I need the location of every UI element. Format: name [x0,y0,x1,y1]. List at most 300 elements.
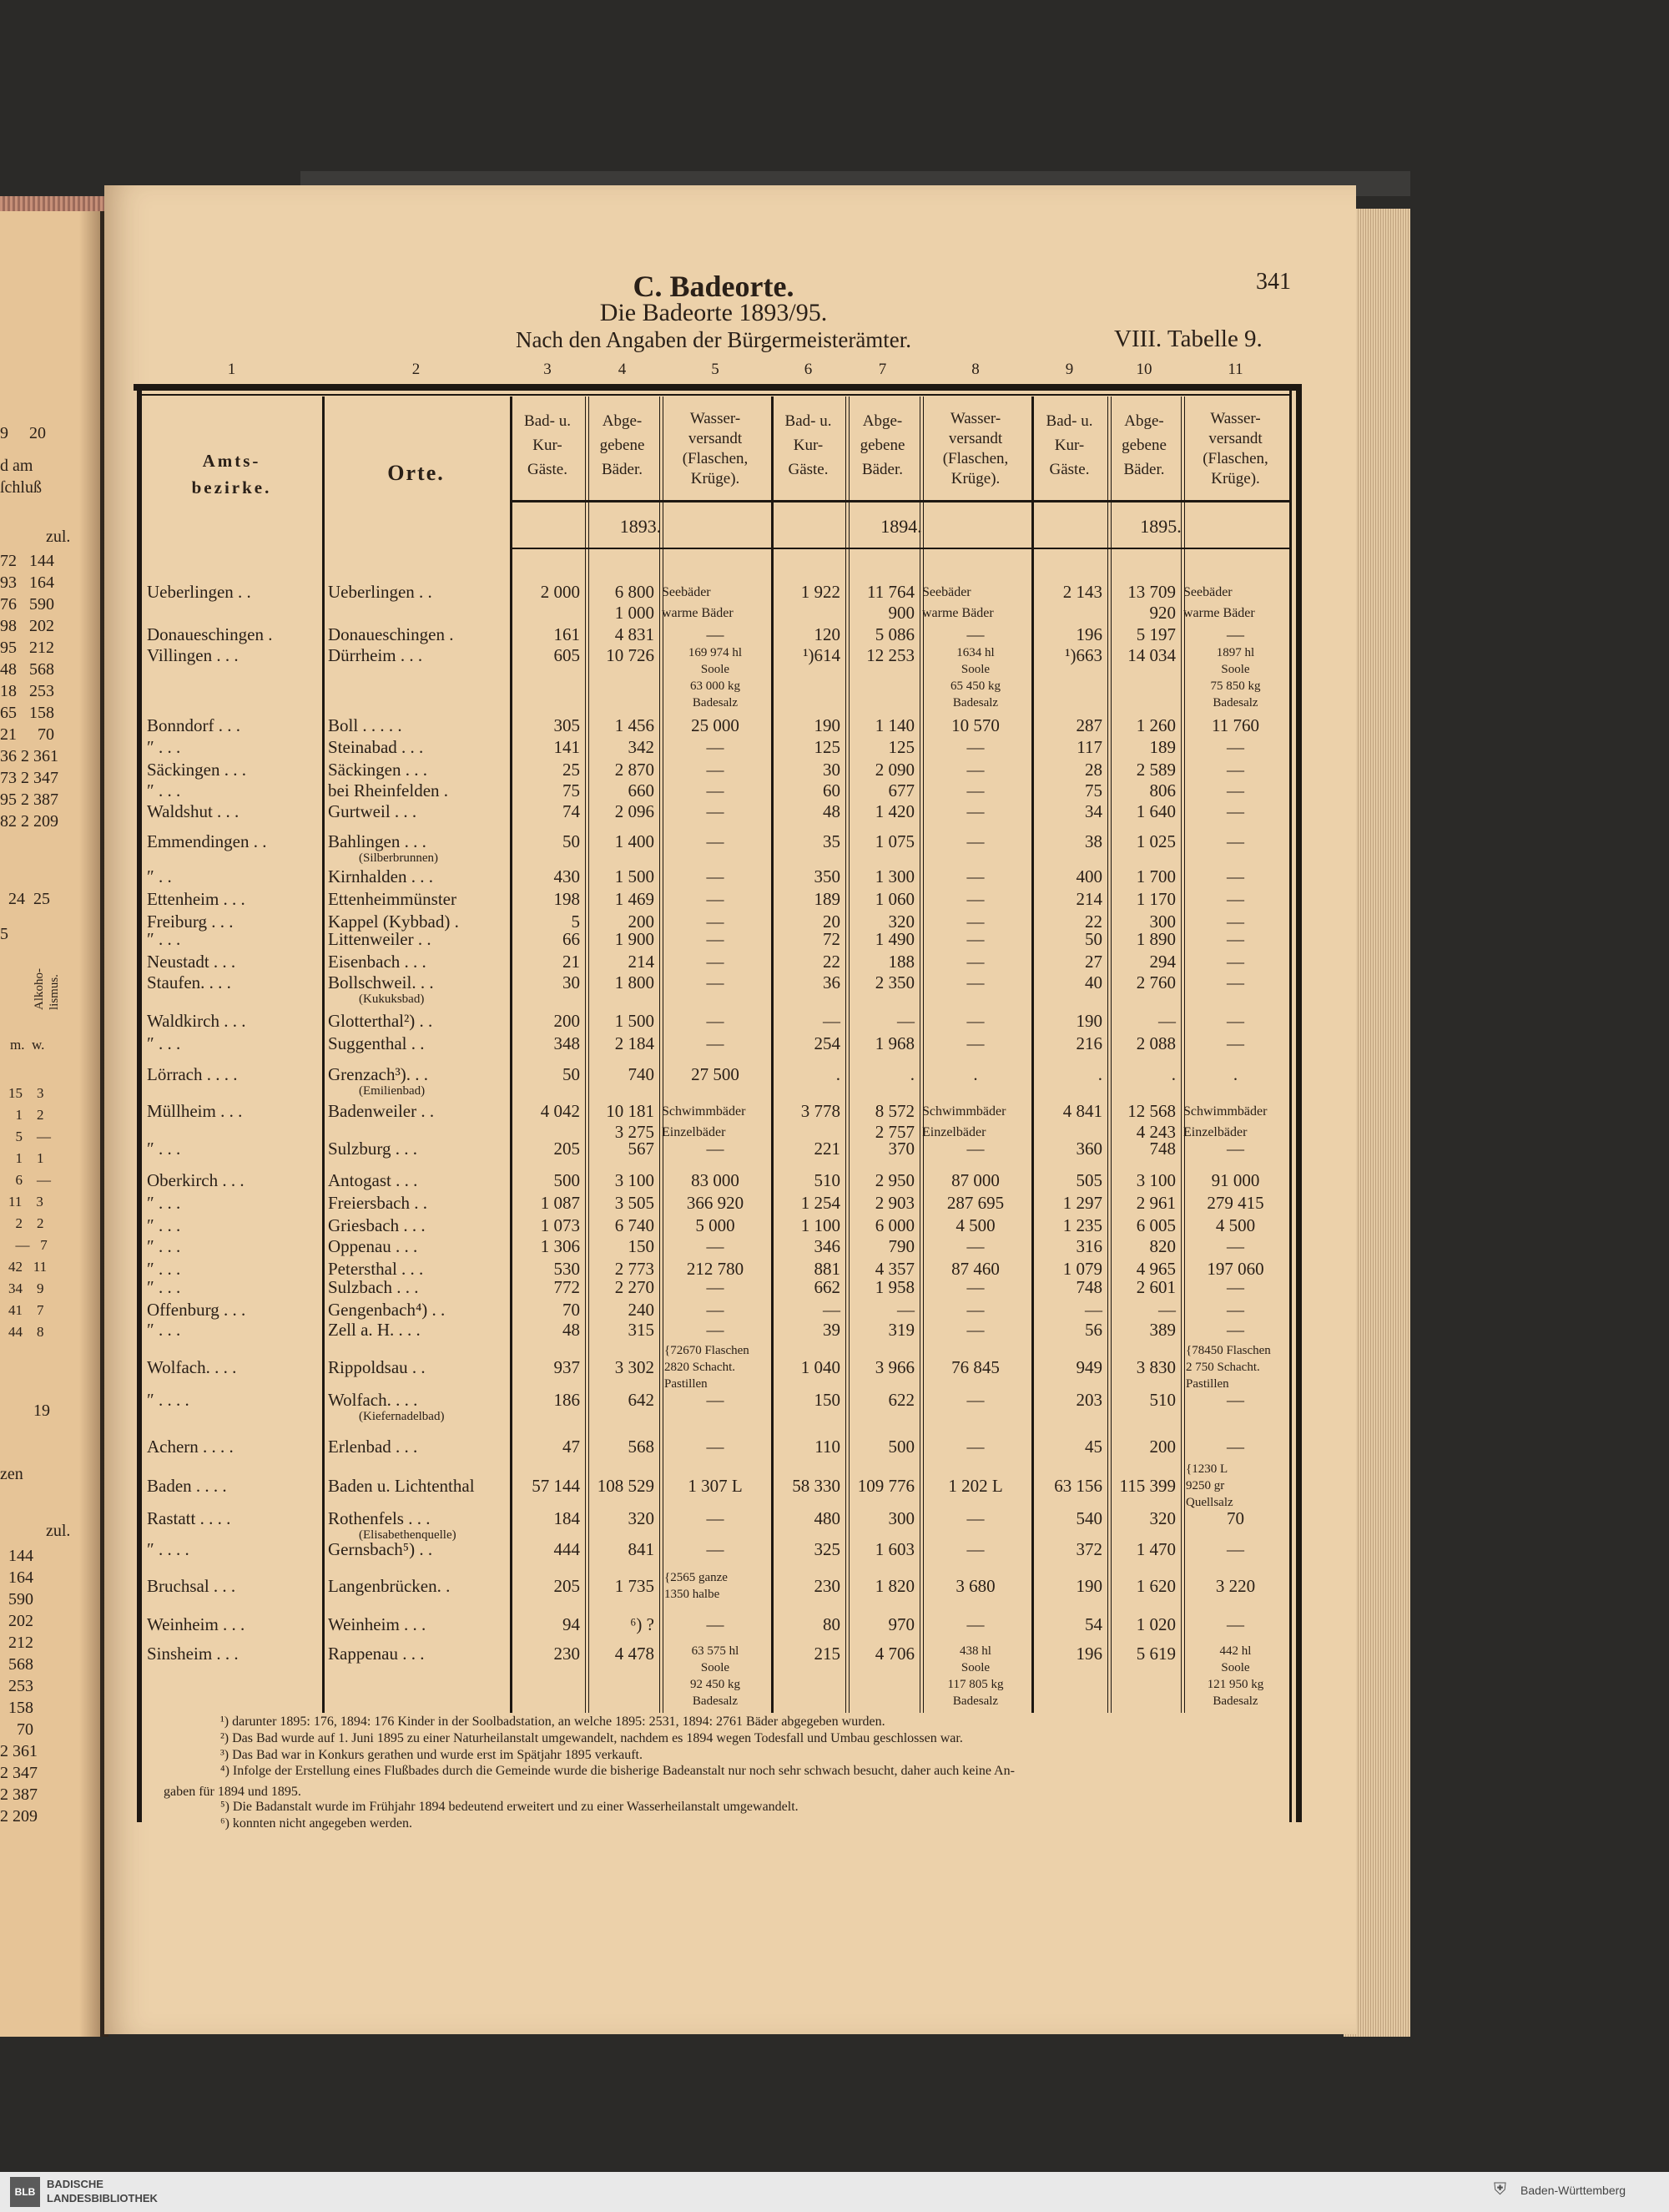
guests-value: ¹)663 [1065,645,1102,665]
guests-value: — [1085,1300,1102,1320]
baths-value: 5 619 [1136,1644,1176,1664]
page-number: 341 [1256,269,1291,295]
baths-value: 1 958 [875,1277,915,1297]
table-row [0,1614,1335,1635]
guests-value: 110 [814,1437,840,1457]
guests-value: 881 [814,1259,840,1279]
baths-value: 150 [628,1236,654,1256]
district-name: ″ . . . [147,1320,181,1340]
water-shipment-value: — [1227,737,1244,757]
water-shipment-value: — [706,952,724,972]
guests-value: 72 [823,929,840,949]
column-number: 11 [1228,361,1243,378]
baths-value: 740 [628,1064,654,1084]
water-shipment-value: . [1233,1064,1238,1084]
left-page-row: 73 2 347 [0,769,58,787]
district-name: Ettenheim . . . [147,889,245,909]
guests-value: 48 [562,1320,580,1340]
place-name: Kappel (Kybbad) . [328,912,459,932]
guests-value: 1 922 [800,582,840,602]
table-row [0,952,1335,972]
table-row [0,801,1335,822]
baths-value: 6 005 [1136,1215,1176,1235]
place-name: bei Rheinfelden . [328,780,449,800]
baths-value: 3 505 [614,1193,654,1213]
guests-value: 141 [553,737,580,757]
table-row [0,1437,1335,1457]
water-shipment-value: — [706,1300,724,1320]
baths-value: 2 950 [875,1170,915,1190]
water-shipment-value: — [966,1236,985,1256]
place-subtitle: (Kukuksbad) [359,992,425,1006]
water-shipment-value: — [966,831,985,851]
water-shipment-value: — [1227,1236,1244,1256]
baths-value: 1 500 [614,1011,654,1031]
left-head-c: zen [0,1465,23,1483]
baths-value: 622 [888,1390,915,1410]
guests-value: 3 778 [800,1101,840,1121]
district-name: Offenburg . . . [147,1300,246,1320]
table-row [0,1193,1335,1214]
district-name: Achern . . . . [147,1437,234,1457]
district-name: ″ . . . [147,1259,181,1279]
guests-value: 117 [1077,737,1102,757]
water-shipment-value: — [706,889,724,909]
left-page-row: 2 387 [0,1785,38,1804]
column-number: 8 [971,361,980,378]
footnote: ³) Das Bad war in Konkurs gerathen und wurde erst im Spätjahr 1895 verkauft. [220,1748,643,1762]
guests-value: 2 000 [540,582,580,602]
place-name: Boll . . . . . [328,715,402,735]
water-shipment-value: — [1227,952,1244,972]
water-shipment-value: — [1227,760,1244,780]
district-name: Waldshut . . . [147,801,240,821]
baths-value: 1 469 [614,889,654,909]
water-shipment-value: — [706,1277,724,1297]
water-shipment-value: — [1227,1614,1244,1634]
guests-value: 500 [553,1170,580,1190]
year-label: 1893. [619,516,662,537]
left-page-row: 93 164 [0,573,54,592]
water-shipment-value: — [706,624,724,644]
baths-value: 389 [1149,1320,1176,1340]
left-page-row: 44 8 [8,1324,44,1340]
guests-value: 205 [553,1139,580,1159]
water-shipment-value: — [966,624,985,644]
district-name: Baden . . . . [147,1476,227,1496]
guests-value: 74 [562,801,580,821]
column-number: 2 [411,361,421,378]
table-row [0,1539,1335,1560]
year-row-top-rule [510,500,1290,502]
baths-value: 1 900 [614,929,654,949]
water-shipment-value: Seebäder warme Bäder [1183,585,1255,620]
water-shipment-value: — [1227,1300,1244,1320]
district-name: ″ . . . [147,1033,181,1053]
guests-value: 20 [823,912,840,932]
water-shipment-value: — [966,1320,985,1340]
table-row [0,889,1335,910]
guests-value: 748 [1076,1277,1102,1297]
water-shipment-value: Seebäder warme Bäder [922,585,994,620]
guests-value: 34 [1085,801,1102,821]
district-name: ″ . . . [147,1193,181,1213]
district-name: ″ . . . . [147,1390,189,1410]
guests-value: 216 [1076,1033,1102,1053]
guests-value: 949 [1076,1357,1102,1377]
water-shipment-value: — [706,1390,724,1410]
left-page-row: 98 202 [0,617,54,635]
baths-value: 2 350 [875,972,915,992]
water-shipment-value: 27 500 [691,1064,739,1084]
baths-value: — [1158,1011,1176,1031]
baths-value: 6 000 [875,1215,915,1235]
header-district: Amts- bezirke. [191,451,272,497]
left-page-row: 95 2 387 [0,790,58,809]
water-shipment-value: 91 000 [1211,1170,1260,1190]
baths-value: 790 [888,1236,915,1256]
water-shipment-value: 63 575 hl Soole 92 450 kg Badesalz [690,1644,740,1708]
header-baths: Abge- gebene Bäder. [1122,412,1167,478]
guests-value: 66 [562,929,580,949]
footnote: ⁶) konnten nicht angegeben werden. [220,1816,412,1831]
baths-value: 4 706 [875,1644,915,1664]
guests-value: 150 [814,1390,840,1410]
guests-value: 57 144 [532,1476,580,1496]
guests-value: 230 [553,1644,580,1664]
baths-value: 1 640 [1136,801,1176,821]
water-shipment-value: 25 000 [691,715,739,735]
place-name: Badenweiler . . [328,1101,435,1121]
water-shipment-value: 87 000 [951,1170,1000,1190]
baths-value: 568 [628,1437,654,1457]
place-name: Baden u. Lichtenthal [328,1476,475,1496]
left-page-row: 2 361 [0,1742,38,1760]
baths-value: 10 181 3 275 [606,1101,654,1142]
water-shipment-value: — [706,972,724,992]
water-shipment-value: 366 920 [686,1193,744,1213]
place-name: Rippoldsau . . [328,1357,426,1377]
baths-value: 3 830 [1136,1357,1176,1377]
table-row [0,780,1335,801]
water-shipment-value: — [706,929,724,949]
place-name: Glotterthal²) . . [328,1011,433,1031]
place-name: Antogast . . . [328,1170,418,1190]
table-row [0,1170,1335,1191]
left-page-row: 18 253 [0,682,54,700]
left-label-b: Alkoho- lismus. [33,968,61,1010]
guests-value: 221 [814,1139,840,1159]
guests-value: 28 [1085,760,1102,780]
baths-value: 10 726 [606,645,654,665]
baths-value: 1 735 [614,1576,654,1596]
guests-value: 47 [562,1437,580,1457]
water-shipment-value: — [1227,1539,1244,1559]
water-shipment-value: — [966,1139,985,1159]
district-name: Donaueschingen . [147,624,273,644]
header-baths: Abge- gebene Bäder. [860,412,905,478]
footnote: gaben für 1894 und 1895. [164,1785,301,1799]
water-shipment-value: — [1227,866,1244,886]
district-name: Säckingen . . . [147,760,246,780]
water-shipment-value: 10 570 [951,715,1000,735]
guests-value: 540 [1076,1508,1102,1528]
left-page-row: 65 158 [0,704,54,722]
guests-value: 58 330 [792,1476,840,1496]
table-row [0,1139,1335,1159]
place-name: Rothenfels . . . [328,1508,431,1528]
place-name: Säckingen . . . [328,760,427,780]
water-shipment-value: — [966,1300,985,1320]
water-shipment-value: {72670 Flaschen 2820 Schacht. Pastillen [664,1344,749,1391]
guests-value: 287 [1076,715,1102,735]
guests-value: 48 [823,801,840,821]
guests-value: 372 [1076,1539,1102,1559]
district-name: ″ . . . [147,737,181,757]
district-name: Staufen. . . . [147,972,231,992]
left-page-row: 72 144 [0,552,54,570]
water-shipment-value: — [966,866,985,886]
table-row [0,1300,1335,1321]
baths-value: — [897,1300,915,1320]
guests-value: 198 [553,889,580,909]
baths-value: 660 [628,780,654,800]
place-name: Gurtweil . . . [328,801,417,821]
guests-value: 1 040 [800,1357,840,1377]
guests-value: 346 [814,1236,840,1256]
guests-value: 35 [823,831,840,851]
guests-value: 444 [553,1539,580,1559]
district-name: Ueberlingen . . [147,582,251,602]
district-name: Sinsheim . . . [147,1644,239,1664]
water-shipment-value: — [966,801,985,821]
baths-value: 841 [628,1539,654,1559]
baths-value: 1 420 [875,801,915,821]
baths-value: 806 [1149,780,1176,800]
column-number: 6 [804,361,813,378]
baths-value: 1 075 [875,831,915,851]
baths-value: 1 170 [1136,889,1176,909]
baths-value: 2 270 [614,1277,654,1297]
header-place: Orte. [387,461,445,485]
guests-value: 22 [823,952,840,972]
water-shipment-value: — [706,1614,724,1634]
table-row [0,1011,1335,1032]
table-reference: VIII. Tabelle 9. [1114,326,1263,352]
place-name: Ueberlingen . . [328,582,432,602]
baths-value: 3 966 [875,1357,915,1377]
water-shipment-value: 3 220 [1215,1576,1256,1596]
left-page-row: 144 [0,1547,33,1565]
baths-value: 3 100 [614,1170,654,1190]
baths-value: 14 034 [1127,645,1176,665]
baths-value: 4 965 [1136,1259,1176,1279]
water-shipment-value: 70 [1227,1508,1244,1528]
water-shipment-value: — [1227,1437,1244,1457]
water-shipment-value: 169 974 hl Soole 63 000 kg Badesalz [688,646,743,710]
footnote: ¹) darunter 1895: 176, 1894: 176 Kinder in der Soolbadstation, an welche 1895: 2531, 1894: 2761 Bäder abgegeben wurden. [220,1715,885,1729]
library-logo: BLB [10,2177,40,2207]
water-shipment-value: — [706,780,724,800]
district-name: ″ . . . [147,1215,181,1235]
water-shipment-value: — [966,1508,985,1528]
baths-value: 115 399 [1119,1476,1176,1496]
guests-value: 1 297 [1062,1193,1102,1213]
district-name: Bonndorf . . . [147,715,240,735]
column-number: 7 [878,361,887,378]
water-shipment-value: — [966,1277,985,1297]
guests-value: 36 [823,972,840,992]
baths-value: 4 831 [614,624,654,644]
guests-value: 350 [814,866,840,886]
guests-value: 1 100 [800,1215,840,1235]
baths-value: 2 088 [1136,1033,1176,1053]
baths-value: 108 529 [597,1476,654,1496]
header-guests: Bad- u. Kur- Gäste. [524,412,571,478]
guests-value: 190 [1076,1011,1102,1031]
guests-value: 1 079 [1062,1259,1102,1279]
water-shipment-value: — [706,1011,724,1031]
guests-value: 1 235 [1062,1215,1102,1235]
table-row [0,715,1335,736]
table-row [0,972,1335,1006]
baths-value: 109 776 [857,1476,915,1496]
place-name: Sulzbach . . . [328,1277,419,1297]
left-page-row: 2 347 [0,1764,38,1782]
baths-value: 1 025 [1136,831,1176,851]
water-shipment-value: — [1227,624,1244,644]
guests-value: 203 [1076,1390,1102,1410]
left-page-row: 42 11 [8,1259,48,1275]
guests-value: 316 [1076,1236,1102,1256]
year-row-bottom-rule [510,548,1290,549]
left-page-row: 164 [0,1568,33,1587]
water-shipment-value: 76 845 [951,1357,1000,1377]
baths-value: 300 [888,1508,915,1528]
guests-value: 75 [1085,780,1102,800]
baths-value: 1 020 [1136,1614,1176,1634]
water-shipment-value: — [706,831,724,851]
guests-value: 190 [1076,1576,1102,1596]
section-title: C. Badeorte. [633,270,794,303]
state-name: Baden-Württemberg [1520,2184,1626,2197]
district-name: Waldkirch . . . [147,1011,246,1031]
water-shipment-value: {78450 Flaschen 2 750 Schacht. Pastillen [1186,1344,1271,1391]
water-shipment-value: — [706,1320,724,1340]
baths-value: 12 253 [866,645,915,665]
water-shipment-value: — [966,1390,985,1410]
guests-value: 189 [814,889,840,909]
water-shipment-value: — [966,929,985,949]
guests-value: 360 [1076,1139,1102,1159]
water-shipment-value: — [966,1033,985,1053]
guests-value: 120 [814,624,840,644]
district-name: ″ . . . [147,780,181,800]
guests-value: 480 [814,1508,840,1528]
water-shipment-value: {2565 ganze 1350 halbe [664,1571,728,1601]
baths-value: 5 197 [1136,624,1176,644]
place-name: Bahlingen . . . [328,831,426,851]
baths-value: 13 709 920 [1127,582,1176,623]
library-name: BADISCHE LANDESBIBLIOTHEK [47,2178,158,2204]
table-row [0,866,1335,887]
baths-value: 2 961 [1136,1193,1176,1213]
water-shipment-value: Seebäder warme Bäder [662,585,734,620]
water-shipment-value: 279 415 [1207,1193,1264,1213]
place-name: Bollschweil. . . [328,972,434,992]
left-col-header-b: 24 25 [8,890,50,908]
district-name: Müllheim . . . [147,1101,243,1121]
guests-value: 50 [562,1064,580,1084]
left-col-header-a: 9 20 [0,424,46,442]
column-number: 5 [711,361,719,378]
water-shipment-value: — [706,1539,724,1559]
place-name: Steinabad . . . [328,737,424,757]
water-shipment-value: — [706,1033,724,1053]
guests-value: — [823,1300,840,1320]
left-page-row: 1 2 [8,1107,44,1123]
place-name: Dürrheim . . . [328,645,423,665]
left-page-row: 36 2 361 [0,747,58,765]
guests-value: . [1097,1064,1102,1084]
left-page-row: 76 590 [0,595,54,614]
guests-value: 214 [1076,889,1102,909]
left-page-row: 70 [0,1720,33,1739]
baths-value: 11 764 900 [867,582,915,623]
guests-value: 430 [553,866,580,886]
water-shipment-value: — [1227,1139,1244,1159]
left-page-row: 212 [0,1634,33,1652]
header-water: Wasser- versandt (Flaschen, Krüge). [682,410,749,487]
water-shipment-value: 87 460 [951,1259,1000,1279]
district-name: ″ . . . . [147,1539,189,1559]
baths-value: 200 [628,912,654,932]
baths-value: 1 456 [614,715,654,735]
baths-value: 342 [628,737,654,757]
district-name: ″ . . . [147,1236,181,1256]
district-name: Weinheim . . . [147,1614,245,1634]
baths-value: 370 [888,1139,915,1159]
page-title: Die Badeorte 1893/95. [599,299,828,326]
guests-value: 94 [562,1614,580,1634]
guests-value: 937 [553,1357,580,1377]
water-shipment-value: — [966,972,985,992]
water-shipment-value: — [1227,972,1244,992]
water-shipment-value: 438 hl Soole 117 805 kg Badesalz [947,1644,1004,1708]
baths-value: ⁶) ? [630,1614,654,1634]
left-page-row: 21 70 [0,725,54,744]
guests-value: 2 143 [1062,582,1102,602]
table-row [0,1344,1335,1391]
guests-value: 510 [814,1170,840,1190]
guests-value: 5 [571,912,580,932]
baths-value: 1 500 [614,866,654,886]
baths-value: 2 773 [614,1259,654,1279]
baths-value: 567 [628,1139,654,1159]
guests-value: 305 [553,715,580,735]
table-row [0,1101,1335,1142]
water-shipment-value: 197 060 [1207,1259,1264,1279]
baths-value: 1 968 [875,1033,915,1053]
guests-value: 772 [553,1277,580,1297]
guests-value: 530 [553,1259,580,1279]
water-shipment-value: — [706,912,724,932]
water-shipment-value: — [706,866,724,886]
guests-value: 27 [1085,952,1102,972]
water-shipment-value: 4 500 [1215,1215,1256,1235]
baths-value: 240 [628,1300,654,1320]
guests-value: 54 [1085,1614,1102,1634]
